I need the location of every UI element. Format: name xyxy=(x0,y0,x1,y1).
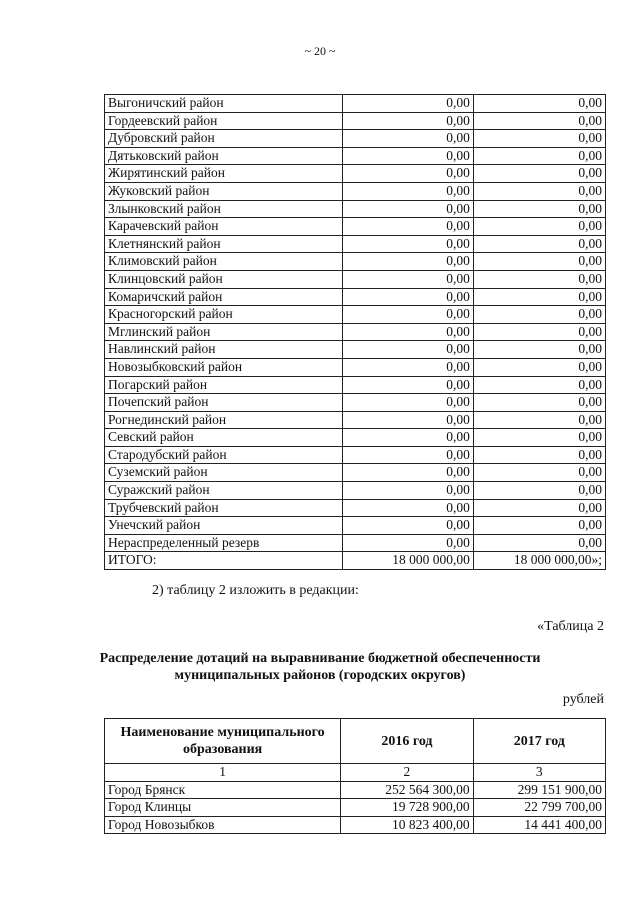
cell-name: Город Новозыбков xyxy=(105,816,341,834)
cell-2016: 0,00 xyxy=(342,534,473,552)
table-heading-line2: муниципальных районов (городских округов) xyxy=(174,668,466,683)
cell-2017: 0,00 xyxy=(473,534,605,552)
cell-2017: 299 151 900,00 xyxy=(473,781,605,799)
cell-2016: 0,00 xyxy=(342,306,473,324)
table-row xyxy=(105,323,606,341)
cell-2017: 0,00 xyxy=(473,306,605,324)
table-row xyxy=(105,446,606,464)
cell-2017: 0,00 xyxy=(473,341,605,359)
cell-name: Севский район xyxy=(105,429,343,447)
table-row xyxy=(105,147,606,165)
table-row xyxy=(105,552,606,570)
table-heading-line1: Распределение дотаций на выравнивание бюджетной обеспеченности xyxy=(99,651,541,666)
table-row xyxy=(105,182,606,200)
cell-name: Дубровский район xyxy=(105,130,343,148)
cell-2017: 0,00 xyxy=(473,446,605,464)
cell-name: Новозыбковский район xyxy=(105,358,343,376)
index-cell-1: 1 xyxy=(105,764,341,782)
cell-2016: 0,00 xyxy=(342,376,473,394)
cell-name: Жирятинский район xyxy=(105,165,343,183)
table-row xyxy=(105,95,606,113)
cell-2017: 0,00 xyxy=(473,499,605,517)
cell-2016: 252 564 300,00 xyxy=(341,781,473,799)
dotations-table-body xyxy=(105,781,606,834)
cell-2016: 0,00 xyxy=(342,147,473,165)
cell-name: Почепский район xyxy=(105,394,343,412)
cell-2017: 0,00 xyxy=(473,323,605,341)
table-row xyxy=(105,429,606,447)
table-row xyxy=(105,200,606,218)
header-row xyxy=(105,719,606,764)
cell-name: Город Брянск xyxy=(105,781,341,799)
cell-2017: 0,00 xyxy=(473,165,605,183)
cell-name: ИТОГО: xyxy=(105,552,343,570)
table-row xyxy=(105,112,606,130)
districts-table-body xyxy=(105,95,606,570)
cell-2017: 0,00 xyxy=(473,112,605,130)
table-row xyxy=(105,799,606,817)
cell-name: Клинцовский район xyxy=(105,270,343,288)
cell-name: Суражский район xyxy=(105,482,343,500)
cell-2017: 0,00 xyxy=(473,218,605,236)
dotations-table xyxy=(104,718,606,834)
table-row xyxy=(105,376,606,394)
cell-name: Унечский район xyxy=(105,517,343,535)
cell-2016: 0,00 xyxy=(342,429,473,447)
cell-2017: 22 799 700,00 xyxy=(473,799,605,817)
cell-2017: 0,00 xyxy=(473,482,605,500)
cell-2016: 0,00 xyxy=(342,411,473,429)
cell-name: Карачевский район xyxy=(105,218,343,236)
table-row xyxy=(105,464,606,482)
cell-2016: 0,00 xyxy=(342,130,473,148)
cell-name: Дятьковский район xyxy=(105,147,343,165)
table-row xyxy=(105,411,606,429)
cell-2016: 0,00 xyxy=(342,95,473,113)
cell-2017: 0,00 xyxy=(473,429,605,447)
cell-name: Трубчевский район xyxy=(105,499,343,517)
cell-name: Красногорский район xyxy=(105,306,343,324)
cell-name: Стародубский район xyxy=(105,446,343,464)
table-row xyxy=(105,130,606,148)
index-row xyxy=(105,764,606,782)
index-cell-3: 3 xyxy=(473,764,605,782)
districts-table xyxy=(104,94,606,570)
cell-2017: 0,00 xyxy=(473,270,605,288)
cell-name: Гордеевский район xyxy=(105,112,343,130)
cell-2017: 0,00 xyxy=(473,376,605,394)
cell-2017: 0,00 xyxy=(473,358,605,376)
cell-2017: 0,00 xyxy=(473,200,605,218)
cell-2016: 0,00 xyxy=(342,200,473,218)
cell-2017: 0,00 xyxy=(473,182,605,200)
cell-2016: 0,00 xyxy=(342,165,473,183)
page-number: ~ 20 ~ xyxy=(304,44,336,58)
cell-2017: 0,00 xyxy=(473,517,605,535)
table-row xyxy=(105,394,606,412)
cell-name: Навлинский район xyxy=(105,341,343,359)
cell-2016: 18 000 000,00 xyxy=(342,552,473,570)
table-row xyxy=(105,358,606,376)
units-label: рублей xyxy=(562,692,604,707)
index-cell-2: 2 xyxy=(341,764,473,782)
cell-2016: 0,00 xyxy=(342,464,473,482)
table-label: «Таблица 2 xyxy=(537,619,604,634)
cell-2016: 0,00 xyxy=(342,517,473,535)
cell-2017: 0,00 xyxy=(473,235,605,253)
cell-name: Климовский район xyxy=(105,253,343,271)
cell-2016: 0,00 xyxy=(342,499,473,517)
cell-2016: 0,00 xyxy=(342,446,473,464)
table-row xyxy=(105,517,606,535)
table-heading xyxy=(0,650,640,684)
table-row xyxy=(105,499,606,517)
cell-name: Злынковский район xyxy=(105,200,343,218)
cell-2017: 0,00 xyxy=(473,95,605,113)
cell-2017: 0,00 xyxy=(473,253,605,271)
header-name: Наименование муниципального образования xyxy=(105,719,341,764)
table-row xyxy=(105,482,606,500)
table-row xyxy=(105,253,606,271)
cell-2016: 0,00 xyxy=(342,394,473,412)
table-row xyxy=(105,165,606,183)
cell-2016: 0,00 xyxy=(342,288,473,306)
table-row xyxy=(105,288,606,306)
table-row xyxy=(105,341,606,359)
cell-2016: 0,00 xyxy=(342,253,473,271)
cell-2016: 0,00 xyxy=(342,112,473,130)
table-row xyxy=(105,235,606,253)
cell-2016: 19 728 900,00 xyxy=(341,799,473,817)
cell-2016: 0,00 xyxy=(342,358,473,376)
cell-2016: 0,00 xyxy=(342,482,473,500)
cell-2017: 0,00 xyxy=(473,464,605,482)
cell-2016: 0,00 xyxy=(342,341,473,359)
cell-name: Выгоничский район xyxy=(105,95,343,113)
table-row xyxy=(105,816,606,834)
table-row xyxy=(105,218,606,236)
cell-2017: 18 000 000,00»; xyxy=(473,552,605,570)
cell-2017: 0,00 xyxy=(473,394,605,412)
cell-name: Суземский район xyxy=(105,464,343,482)
amendment-note: 2) таблицу 2 изложить в редакции: xyxy=(152,583,359,598)
table-row xyxy=(105,270,606,288)
header-2016: 2016 год xyxy=(341,719,473,764)
table-row xyxy=(105,781,606,799)
cell-2017: 0,00 xyxy=(473,147,605,165)
cell-name: Рогнединский район xyxy=(105,411,343,429)
cell-name: Комаричский район xyxy=(105,288,343,306)
cell-2016: 0,00 xyxy=(342,235,473,253)
cell-2016: 0,00 xyxy=(342,218,473,236)
table-row xyxy=(105,306,606,324)
cell-name: Мглинский район xyxy=(105,323,343,341)
cell-name: Город Клинцы xyxy=(105,799,341,817)
cell-2016: 0,00 xyxy=(342,323,473,341)
table-row xyxy=(105,534,606,552)
cell-2017: 0,00 xyxy=(473,411,605,429)
cell-2016: 0,00 xyxy=(342,182,473,200)
cell-2017: 0,00 xyxy=(473,288,605,306)
cell-name: Нераспределенный резерв xyxy=(105,534,343,552)
cell-name: Клетнянский район xyxy=(105,235,343,253)
cell-2016: 10 823 400,00 xyxy=(341,816,473,834)
cell-2016: 0,00 xyxy=(342,270,473,288)
cell-2017: 0,00 xyxy=(473,130,605,148)
header-2017: 2017 год xyxy=(473,719,605,764)
cell-name: Погарский район xyxy=(105,376,343,394)
cell-name: Жуковский район xyxy=(105,182,343,200)
cell-2017: 14 441 400,00 xyxy=(473,816,605,834)
